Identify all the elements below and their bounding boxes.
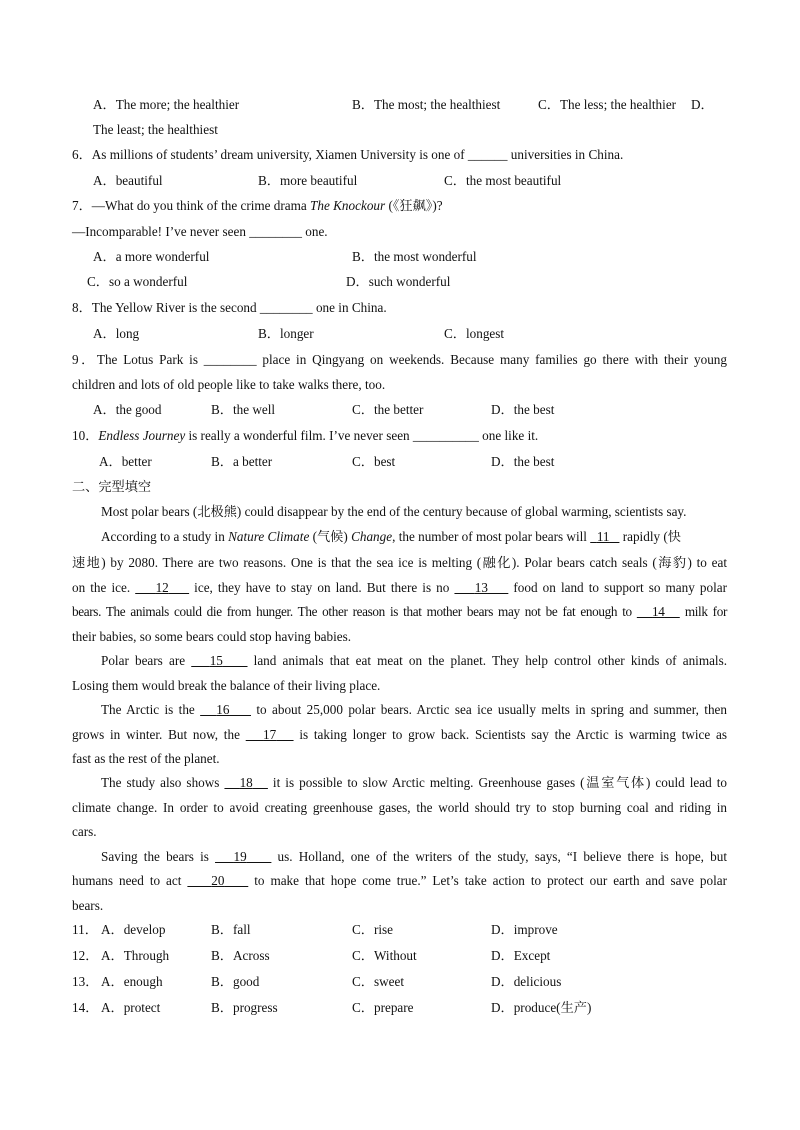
q10-option-b: B．a better — [211, 454, 273, 469]
passage-p3-line2: Losing them would break the balance of their living place. — [72, 678, 381, 693]
q5-option-a: A．The more; the healthier — [93, 97, 240, 112]
cloze-11-option-c: C．rise — [352, 922, 394, 937]
q5-option-c: C．The less; the healthier — [538, 97, 677, 112]
text: milk for — [679, 604, 728, 619]
q9-option-a: A．the good — [93, 402, 162, 417]
text: The Arctic is the — [101, 702, 201, 717]
cloze-12-option-b: B．Across — [211, 948, 270, 963]
q7-option-a: A．a more wonderful — [93, 249, 210, 264]
journal-name: Nature Climate — [228, 529, 310, 544]
blank-13: 13 — [474, 580, 488, 595]
blank-12: 12 — [155, 580, 169, 595]
cloze-13-option-d: D．delicious — [491, 974, 562, 989]
q8-option-b: B．longer — [258, 326, 314, 341]
q10-film-title: Endless Journey — [98, 428, 186, 443]
passage-p2-line1 — [101, 528, 681, 546]
text: The study also shows — [101, 775, 225, 790]
passage-p5-line1 — [101, 774, 727, 792]
text: grows in winter. But now, the — [72, 727, 246, 742]
q6-option-b: B．more beautiful — [258, 173, 358, 188]
passage-p1: Most polar bears (北极熊) could disappear by the end of the century because of global warming, scientists say. — [101, 504, 687, 519]
q10-number: 10． — [72, 428, 99, 443]
q6-option-a: A．beautiful — [93, 173, 163, 188]
q7-option-c: C．so a wonderful — [87, 274, 188, 289]
text: food on land to support so many polar — [508, 580, 728, 595]
q9-stem-line2: children and lots of old people like to take walks there, too. — [72, 377, 386, 392]
section-heading: 二、完型填空 — [72, 479, 152, 494]
q5-option-d-label: D． — [691, 97, 714, 112]
passage-p6-line3: bears. — [72, 898, 104, 913]
text: rapidly (快 — [619, 529, 681, 544]
text: According to a study in — [101, 529, 229, 544]
passage-p4-line2 — [72, 726, 727, 744]
q7-option-d: D．such wonderful — [346, 274, 451, 289]
cloze-14-option-b: B．progress — [211, 1000, 278, 1015]
q5-option-d-text: The least; the healthiest — [93, 122, 218, 137]
q10-option-a: A．better — [99, 454, 152, 469]
passage-p2-line3 — [72, 579, 727, 597]
text: it is possible to slow Arctic melting. Greenhouse gases (温室气体) could lead to — [267, 775, 728, 790]
passage-p2-line2: 速地) by 2080. There are two reasons. One is that the sea ice is melting (融化). Polar bears catch seals (海豹) to eat — [72, 555, 727, 570]
q9-option-c: C．the better — [352, 402, 424, 417]
cloze-11-option-d: D．improve — [491, 922, 558, 937]
cloze-11-option-a: A．develop — [101, 922, 166, 937]
blank-15: 15 — [209, 653, 223, 668]
q9-option-b: B．the well — [211, 402, 276, 417]
text: is taking longer to grow back. Scientists say the Arctic is warming twice as — [293, 727, 728, 742]
text: humans need to act — [72, 873, 188, 888]
text: Saving the bears is — [101, 849, 216, 864]
text: ice, they have to stay on land. But there is no — [189, 580, 455, 595]
q7-stem-post: (《狂飙》)? — [385, 198, 443, 213]
text: to about 25,000 polar bears. Arctic sea ice usually melts in spring and summer, then — [250, 702, 727, 717]
q8-stem: 8．The Yellow River is the second ________ one in China. — [72, 300, 387, 315]
q6-option-c: C．the most beautiful — [444, 173, 562, 188]
text: to make that hope come true.” Let’s take action to protect our earth and save polar — [248, 873, 727, 888]
cloze-14-option-c: C．prepare — [352, 1000, 414, 1015]
journal-name: Change — [351, 529, 393, 544]
q7-reply: —Incomparable! I’ve never seen ________ one. — [72, 224, 328, 239]
cloze-12-option-d: D．Except — [491, 948, 551, 963]
text: us. Holland, one of the writers of the study, says, “I believe there is hope, but — [271, 849, 727, 864]
q9-option-d: D．the best — [491, 402, 555, 417]
passage-p4-line3: fast as the rest of the planet. — [72, 751, 220, 766]
cloze-14-option-d: D．produce(生产) — [491, 1000, 592, 1015]
passage-p5-line3: cars. — [72, 824, 97, 839]
cloze-14-option-a: A．protect — [101, 1000, 161, 1015]
cloze-13-option-a: A．enough — [101, 974, 163, 989]
cloze-13-number: 13． — [72, 974, 99, 989]
blank-20: 20 — [211, 873, 225, 888]
cloze-12-option-a: A．Through — [101, 948, 170, 963]
cloze-12-number: 12． — [72, 948, 99, 963]
passage-p2-line5: their babies, so some bears could stop having babies. — [72, 629, 352, 644]
passage-p5-line2: climate change. In order to avoid creating greenhouse gases, the world should try to stop burning coal and riding in — [72, 800, 727, 815]
cloze-12-option-c: C．Without — [352, 948, 417, 963]
q8-option-a: A．long — [93, 326, 140, 341]
text: Polar bears are — [101, 653, 192, 668]
q7-drama-title: The Knockour — [310, 198, 386, 213]
blank-19: 19 — [233, 849, 247, 864]
q10-stem-post: is really a wonderful film. I’ve never seen __________ one like it. — [185, 428, 539, 443]
cloze-13-option-c: C．sweet — [352, 974, 405, 989]
passage-p4-line1 — [101, 701, 727, 719]
cloze-11-option-b: B．fall — [211, 922, 251, 937]
blank-11: 11 — [596, 529, 610, 544]
passage-p6-line1 — [101, 848, 727, 866]
cloze-13-option-b: B．good — [211, 974, 260, 989]
q10-option-d: D．the best — [491, 454, 555, 469]
text: (气候) — [309, 529, 352, 544]
q10-option-c: C．best — [352, 454, 396, 469]
q7-stem — [72, 197, 443, 215]
text: , the number of most polar bears will — [392, 529, 591, 544]
blank-17: 17 — [263, 727, 277, 742]
blank-16: 16 — [216, 702, 230, 717]
q7-stem-pre: 7．—What do you think of the crime drama — [72, 198, 311, 213]
passage-p3-line1 — [101, 652, 727, 670]
blank-18: 18 — [239, 775, 253, 790]
blank-14: 14 — [652, 604, 665, 619]
passage-p6-line2 — [72, 872, 727, 890]
cloze-11-number: 11． — [72, 922, 98, 937]
text: on the ice. — [72, 580, 136, 595]
q8-option-c: C．longest — [444, 326, 505, 341]
cloze-14-number: 14． — [72, 1000, 99, 1015]
q5-option-b: B．The most; the healthiest — [352, 97, 501, 112]
text: land animals that eat meat on the planet. They help control other kinds of animals. — [247, 653, 728, 668]
text: bears. The animals could die from hunger. The other reason is that mother bears may not be fat enough to — [72, 604, 637, 619]
q7-option-b: B．the most wonderful — [352, 249, 477, 264]
passage-p2-line4 — [72, 603, 727, 621]
q6-stem: 6．As millions of students’ dream university, Xiamen University is one of ______ universities in China. — [72, 147, 624, 162]
q10-stem — [72, 427, 538, 445]
q9-stem-line1: 9．The Lotus Park is ________ place in Qingyang on weekends. Because many families go there with their young — [72, 352, 727, 367]
